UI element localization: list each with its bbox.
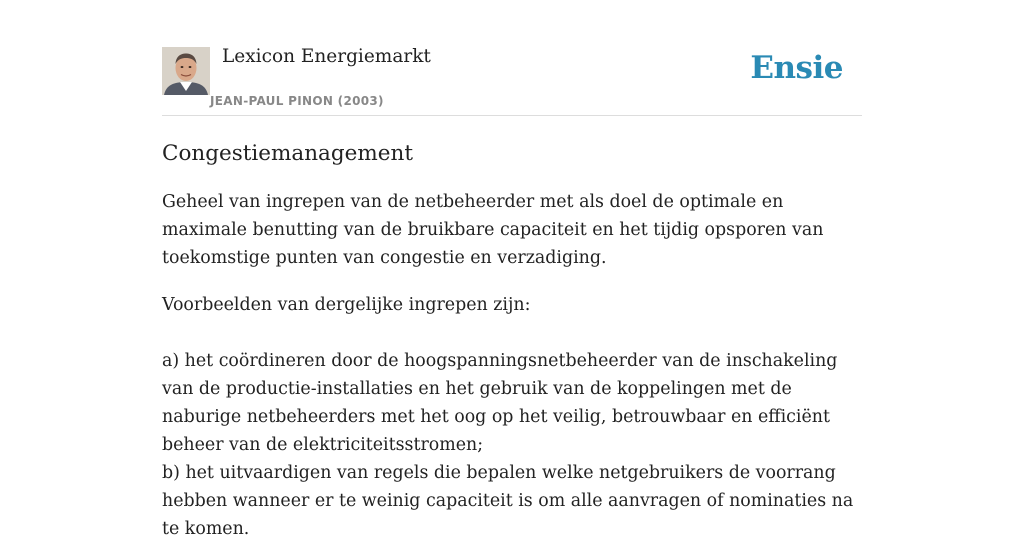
entry-definition: Geheel van ingrepen van de netbeheerder met als doel de optimale en maximale benutting van de bruikbare capaciteit en het tijdig opsporen van toekomstige punten van congestie en verzadiging. — [162, 192, 824, 268]
ensie-logo[interactable]: Ensie — [750, 50, 843, 86]
examples-list — [162, 347, 862, 543]
example-item-a: a) het coördineren door de hoogspanningsnetbeheerder van de inschakeling van de productie-installaties en het gebruik van de koppelingen met de naburige netbeheerders met het oog op het veilig, betrouwbaar en efficiënt beheer van de elektriciteitsstromen; — [162, 351, 838, 455]
example-item-b: b) het uitvaardigen van regels die bepalen welke netgebruikers de voorrang hebben wanneer er te weinig capaciteit is om alle aanvragen of nominaties na te komen. — [162, 463, 854, 539]
author-name[interactable]: JEAN-PAUL PINON (2003) — [210, 94, 384, 108]
examples-intro: Voorbeelden van dergelijke ingrepen zijn: — [162, 295, 531, 315]
author-avatar — [162, 47, 210, 95]
entry-title: Congestiemanagement — [162, 141, 413, 166]
entry-content — [162, 138, 862, 543]
author-portrait-icon — [162, 47, 210, 95]
book-title[interactable]: Lexicon Energiemarkt — [222, 46, 431, 67]
header — [162, 45, 862, 116]
